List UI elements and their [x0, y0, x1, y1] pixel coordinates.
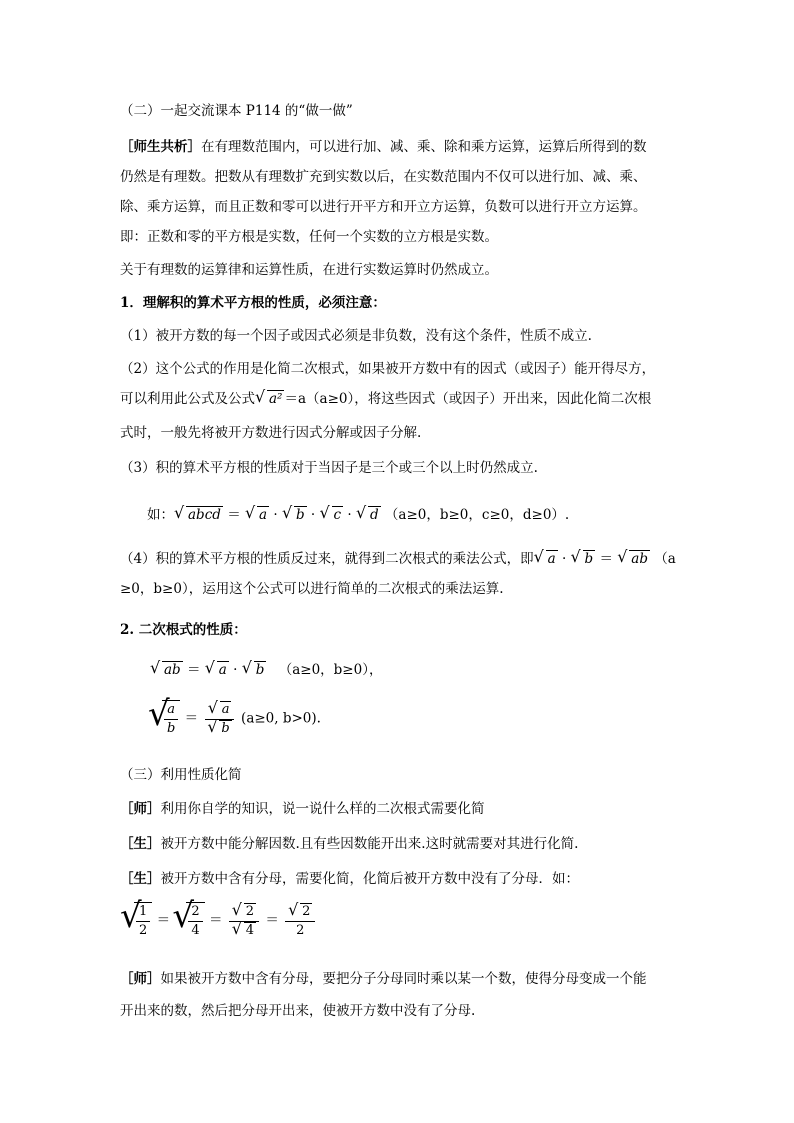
text: 如： — [147, 507, 174, 523]
numerator: √ 2 — [188, 903, 202, 922]
text: 在有理数范围内，可以进行加、减、乘、除和乘方运算，运算后所得到的数 — [201, 139, 647, 155]
role-tag: ［生］ — [120, 836, 161, 852]
text: 被开方数中能分解因数.且有些因数能开出来.这时就需要对其进行化简. — [160, 836, 579, 852]
dot: · — [347, 507, 352, 523]
radicand: ab — [631, 551, 648, 567]
paragraph-line: （2）这个公式的作用是化简二次根式，如果被开方数中有的因式（或因子）能开得尽方， — [120, 361, 656, 377]
equals: ＝ — [184, 710, 199, 727]
paragraph-line: （3）积的算术平方根的性质对于当因子是三个或三个以上时仍然成立. — [120, 460, 538, 476]
paragraph-line — [120, 137, 680, 157]
paragraph-line: 关于有理数的运算律和运算性质，在进行实数运算时仍然成立。 — [120, 262, 498, 278]
radicand: 2 — [302, 903, 311, 919]
paragraph-line: 开出来的数，然后把分母开出来，使被开方数中没有了分母. — [120, 1003, 476, 1019]
text: 利用你自学的知识，说一说什么样的二次根式需要化简 — [160, 801, 485, 817]
equals: ＝ — [156, 912, 171, 929]
radicand: d — [369, 507, 379, 523]
paragraph-line — [120, 549, 680, 569]
equals: ＝ — [187, 662, 201, 678]
denominator: 2 — [296, 922, 305, 938]
paragraph-line: 即：正数和零的平方根是实数，任何一个实数的立方根是实数。 — [120, 229, 498, 245]
radicand: a — [547, 551, 556, 567]
paragraph-line: ≥0，b≥0），运用这个公式可以进行简单的二次根式的乘法运算. — [120, 581, 504, 597]
equals: ＝ — [599, 551, 613, 567]
radicand: b — [584, 551, 594, 567]
section-heading-2: （二）一起交流课本 P114 的“做一做” — [120, 103, 353, 119]
radicand: abcd — [188, 507, 221, 523]
formula-line — [150, 700, 710, 744]
radicand: a — [259, 507, 268, 523]
text: （a≥0，b≥0）， — [278, 662, 383, 678]
dot: · — [310, 507, 316, 523]
dot: · — [273, 507, 278, 523]
radicand: b — [295, 507, 305, 523]
formula-line — [150, 660, 710, 680]
paragraph-line: 仍然是有理数。把数从有理数扩充到实数以后，在实数范围内不仅可以进行加、减、乘、 — [120, 169, 647, 185]
role-tag: ［生］ — [120, 871, 161, 887]
text: 可以利用此公式及公式 — [120, 391, 255, 407]
denominator: b — [167, 721, 176, 736]
equals: ＝ — [227, 507, 241, 523]
radicand: 2 — [245, 903, 255, 919]
paragraph-line: （1）被开方数的每一个因子或因式必须是非负数，没有这个条件，性质不成立. — [120, 328, 592, 344]
role-tag: ［师］ — [120, 801, 161, 817]
role-tag: ［师生共析］ — [120, 139, 201, 155]
text: 如果被开方数中含有分母，要把分子分母同时乘以某一个数，使得分母变成一个能 — [160, 971, 647, 987]
radicand: b — [255, 662, 265, 678]
radicand: a — [218, 662, 227, 678]
point-heading-2: 2. 二次根式的性质： — [120, 622, 247, 638]
sqrt-formula — [257, 389, 284, 409]
radicand: a — [221, 701, 230, 717]
text: （a≥0，b≥0，c≥0，d≥0）. — [384, 507, 570, 523]
formula-line — [122, 902, 682, 946]
paragraph-line — [120, 799, 680, 819]
point-heading-1: 1．理解积的算术平方根的性质，必须注意： — [120, 295, 386, 311]
dot: · — [561, 551, 567, 567]
numerator: √ 1 — [136, 903, 150, 922]
text: 被开方数中含有分母，需要化简，化简后被开方数中没有了分母．如： — [160, 871, 579, 887]
denominator: 4 — [191, 923, 200, 938]
equals: ＝ — [265, 912, 279, 929]
formula-line — [147, 505, 707, 525]
role-tag: ［师］ — [120, 971, 161, 987]
dot: · — [233, 662, 238, 678]
radicand: b — [221, 720, 230, 736]
fraction-radical — [150, 700, 180, 738]
paragraph-line — [120, 389, 680, 409]
radicand: 4 — [245, 922, 255, 938]
section-heading-3: （三）利用性质化简 — [120, 767, 242, 783]
paragraph-line — [120, 869, 680, 889]
text: (a≥0, b>0). — [241, 710, 321, 727]
radicand: ab — [164, 662, 181, 678]
radicand: c — [333, 507, 342, 523]
paragraph-line: 除、乘方运算，而且正数和零可以进行开平方和开立方运算，负数可以进行开立方运算。 — [120, 199, 647, 215]
paragraph-line — [120, 969, 680, 989]
radicand: a² — [269, 391, 283, 407]
paragraph-line — [120, 834, 680, 854]
text: ＝a（a≥0），将这些因式（或因子）开出来，因此化简二次根 — [284, 391, 652, 407]
text: （a — [654, 551, 676, 567]
text: （4）积的算术平方根的性质反过来，就得到二次根式的乘法公式，即 — [120, 551, 534, 567]
equals: ＝ — [208, 912, 223, 929]
denominator: 2 — [139, 923, 148, 938]
numerator: √ a — [164, 701, 178, 720]
paragraph-line: 式时，一般先将被开方数进行因式分解或因子分解. — [120, 425, 422, 441]
